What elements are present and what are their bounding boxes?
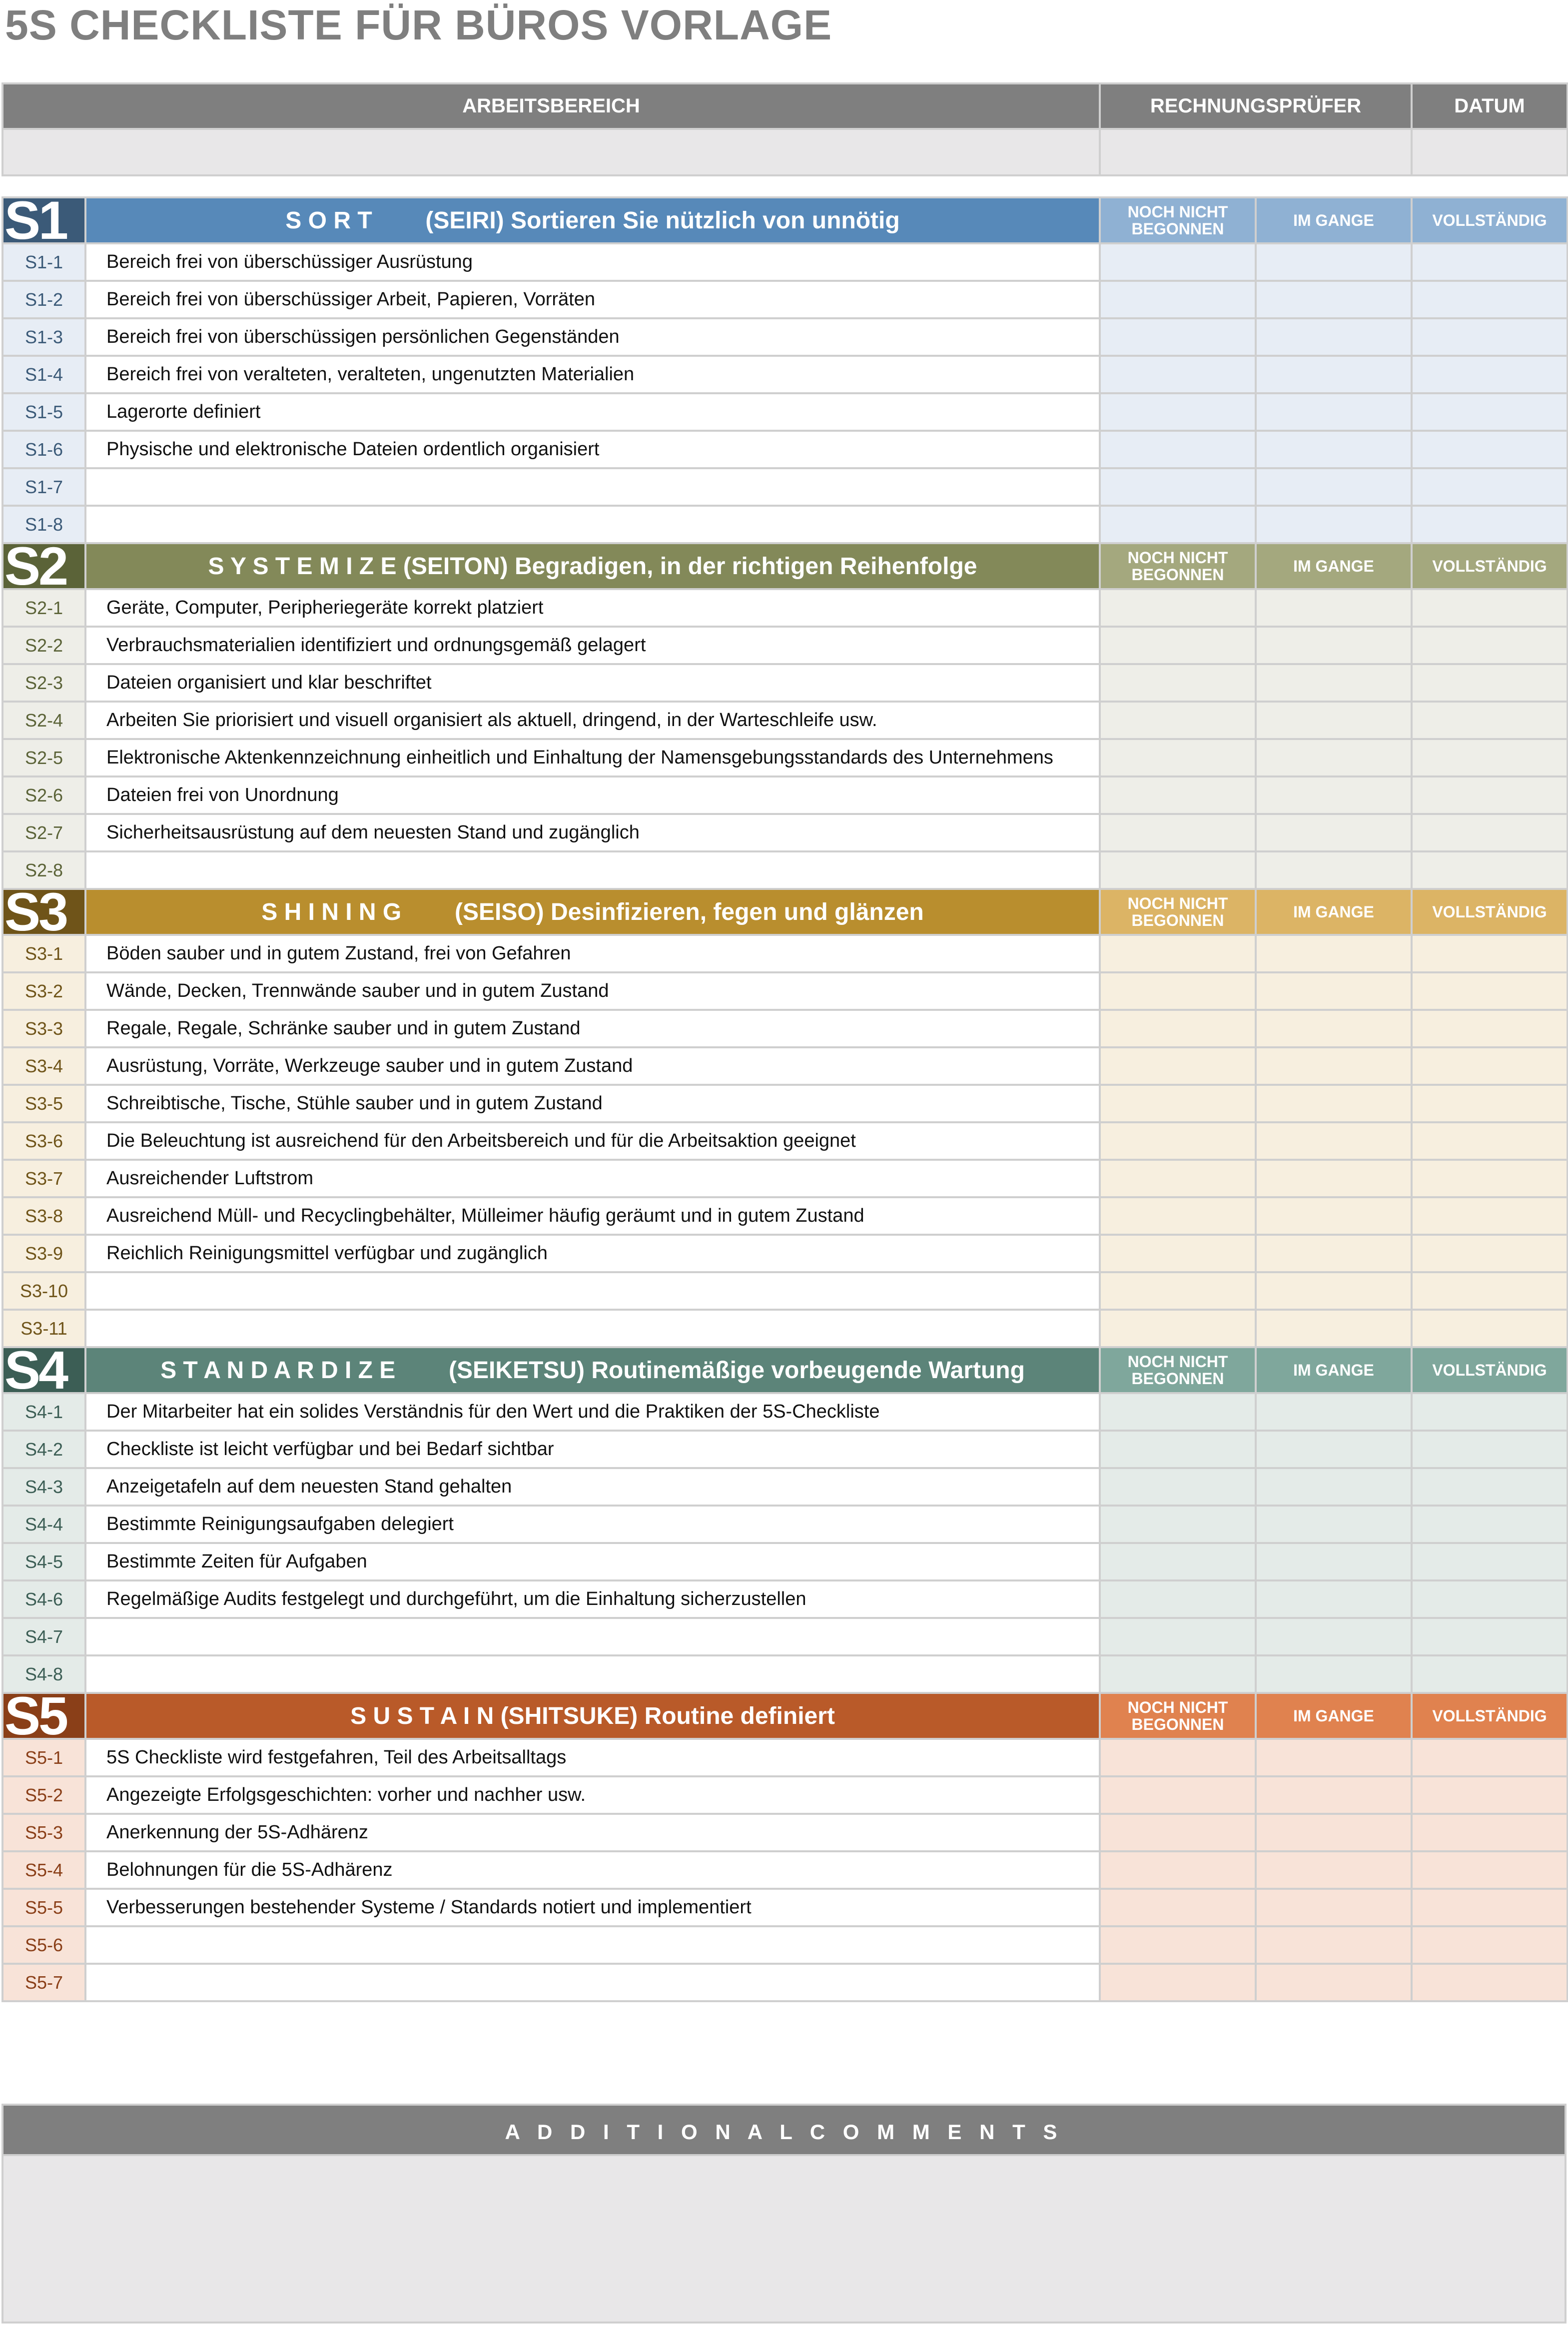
status-header-in-progress: IM GANGE [1256, 1347, 1412, 1393]
checklist-row [2, 1122, 1568, 1160]
status-cell-complete[interactable] [1412, 935, 1568, 972]
item-text[interactable]: Dateien frei von Unordnung [85, 776, 1100, 814]
item-id: S3-11 [2, 1310, 85, 1347]
status-cell-in-progress[interactable] [1256, 1310, 1412, 1347]
item-id: S3-4 [2, 1047, 85, 1085]
item-text[interactable]: Verbesserungen bestehender Systeme / Standards notiert und implementiert [85, 1889, 1100, 1926]
item-id: S3-8 [2, 1197, 85, 1235]
item-id: S4-4 [2, 1506, 85, 1543]
status-cell-complete[interactable] [1412, 627, 1568, 664]
item-text[interactable]: Dateien organisiert und klar beschriftet [85, 664, 1100, 702]
status-cell-not-started[interactable] [1100, 281, 1256, 318]
checklist-row [2, 468, 1568, 506]
item-text[interactable]: 5S Checkliste wird festgefahren, Teil des Arbeitsalltags [85, 1739, 1100, 1776]
additional-comments [1, 2104, 1567, 2324]
checklist-row [2, 318, 1568, 356]
section-title: S H I N I N G (SEISO) Desinfizieren, fegen und glänzen [85, 889, 1100, 935]
checklist-row [2, 281, 1568, 318]
section-number: S3 [2, 889, 85, 935]
status-cell-complete[interactable] [1412, 1085, 1568, 1122]
status-cell-in-progress[interactable] [1256, 1122, 1412, 1160]
status-cell-in-progress[interactable] [1256, 935, 1412, 972]
section-title: S U S T A I N (SHITSUKE) Routine definiert [85, 1693, 1100, 1739]
status-cell-not-started[interactable] [1100, 1468, 1256, 1506]
item-id: S3-10 [2, 1272, 85, 1310]
status-header-not-started: NOCH NICHT BEGONNEN [1100, 543, 1256, 589]
status-cell-in-progress[interactable] [1256, 776, 1412, 814]
checklist-row [2, 1580, 1568, 1618]
page-title: 5S CHECKLISTE FÜR BÜROS VORLAGE [5, 1, 832, 48]
section-title: S O R T (SEIRI) Sortieren Sie nützlich von unnötig [85, 197, 1100, 243]
item-text[interactable]: Regelmäßige Audits festgelegt und durchgeführt, um die Einhaltung sicherzustellen [85, 1580, 1100, 1618]
status-cell-complete[interactable] [1412, 431, 1568, 468]
status-cell-complete[interactable] [1412, 1431, 1568, 1468]
item-text[interactable]: Sicherheitsausrüstung auf dem neuesten Stand und zugänglich [85, 814, 1100, 851]
status-cell-not-started[interactable] [1100, 1964, 1256, 2001]
rechnungspruefer-input[interactable] [1100, 129, 1412, 175]
status-cell-not-started[interactable] [1100, 1393, 1256, 1431]
status-cell-not-started[interactable] [1100, 393, 1256, 431]
status-cell-not-started[interactable] [1100, 589, 1256, 627]
status-cell-complete[interactable] [1412, 1814, 1568, 1851]
status-cell-complete[interactable] [1412, 776, 1568, 814]
status-cell-not-started[interactable] [1100, 318, 1256, 356]
status-cell-not-started[interactable] [1100, 935, 1256, 972]
item-id: S4-1 [2, 1393, 85, 1431]
section-title: S T A N D A R D I Z E (SEIKETSU) Routinemäßige vorbeugende Wartung [85, 1347, 1100, 1393]
rechnungspruefer-header: RECHNUNGSPRÜFER [1100, 83, 1412, 129]
item-text[interactable]: Verbrauchsmaterialien identifiziert und ordnungsgemäß gelagert [85, 627, 1100, 664]
status-header-complete: VOLLSTÄNDIG [1412, 889, 1568, 935]
status-cell-not-started[interactable] [1100, 506, 1256, 543]
item-id: S5-4 [2, 1851, 85, 1889]
item-text[interactable]: Bereich frei von überschüssiger Ausrüstung [85, 243, 1100, 281]
status-cell-in-progress[interactable] [1256, 393, 1412, 431]
item-id: S5-7 [2, 1964, 85, 2001]
comments-header: A D D I T I O N A L C O M M E N T S [1, 2104, 1567, 2156]
checklist-row [2, 1964, 1568, 2001]
status-cell-in-progress[interactable] [1256, 356, 1412, 393]
item-text[interactable]: Anzeigetafeln auf dem neuesten Stand gehalten [85, 1468, 1100, 1506]
status-cell-complete[interactable] [1412, 1964, 1568, 2001]
status-cell-complete[interactable] [1412, 1010, 1568, 1047]
item-id: S2-4 [2, 702, 85, 739]
section-header [2, 1693, 1568, 1739]
status-cell-in-progress[interactable] [1256, 1272, 1412, 1310]
status-cell-in-progress[interactable] [1256, 972, 1412, 1010]
item-text[interactable]: Belohnungen für die 5S-Adhärenz [85, 1851, 1100, 1889]
checklist-row [2, 1160, 1568, 1197]
status-cell-in-progress[interactable] [1256, 1618, 1412, 1655]
status-cell-in-progress[interactable] [1256, 318, 1412, 356]
item-text[interactable]: Schreibtische, Tische, Stühle sauber und in gutem Zustand [85, 1085, 1100, 1122]
status-cell-complete[interactable] [1412, 506, 1568, 543]
datum-header: DATUM [1412, 83, 1568, 129]
status-cell-complete[interactable] [1412, 972, 1568, 1010]
item-text[interactable]: Ausreichend Müll- und Recyclingbehälter, Mülleimer häufig geräumt und in gutem Zustand [85, 1197, 1100, 1235]
status-cell-complete[interactable] [1412, 1889, 1568, 1926]
status-cell-not-started[interactable] [1100, 627, 1256, 664]
status-cell-not-started[interactable] [1100, 702, 1256, 739]
status-cell-not-started[interactable] [1100, 243, 1256, 281]
status-header-in-progress: IM GANGE [1256, 543, 1412, 589]
status-cell-in-progress[interactable] [1256, 627, 1412, 664]
item-text[interactable]: Physische und elektronische Dateien ordentlich organisiert [85, 431, 1100, 468]
status-cell-complete[interactable] [1412, 281, 1568, 318]
status-cell-not-started[interactable] [1100, 776, 1256, 814]
section-title: S Y S T E M I Z E (SEITON) Begradigen, in der richtigen Reihenfolge [85, 543, 1100, 589]
status-header-not-started: NOCH NICHT BEGONNEN [1100, 889, 1256, 935]
item-text[interactable] [85, 851, 1100, 889]
status-cell-in-progress[interactable] [1256, 1814, 1412, 1851]
status-cell-in-progress[interactable] [1256, 739, 1412, 776]
status-cell-in-progress[interactable] [1256, 281, 1412, 318]
checklist-row [2, 1776, 1568, 1814]
status-cell-in-progress[interactable] [1256, 1580, 1412, 1618]
status-cell-in-progress[interactable] [1256, 1010, 1412, 1047]
status-cell-in-progress[interactable] [1256, 243, 1412, 281]
status-cell-in-progress[interactable] [1256, 1085, 1412, 1122]
status-header-not-started: NOCH NICHT BEGONNEN [1100, 197, 1256, 243]
status-cell-complete[interactable] [1412, 589, 1568, 627]
status-cell-not-started[interactable] [1100, 1235, 1256, 1272]
header-table [1, 82, 1568, 176]
status-header-complete: VOLLSTÄNDIG [1412, 1347, 1568, 1393]
status-cell-in-progress[interactable] [1256, 1431, 1412, 1468]
checklist-row [2, 1010, 1568, 1047]
status-cell-complete[interactable] [1412, 739, 1568, 776]
status-cell-complete[interactable] [1412, 243, 1568, 281]
status-cell-complete[interactable] [1412, 1776, 1568, 1814]
checklist-row [2, 1047, 1568, 1085]
checklist-row [2, 1235, 1568, 1272]
status-cell-complete[interactable] [1412, 1047, 1568, 1085]
status-cell-not-started[interactable] [1100, 1122, 1256, 1160]
status-cell-complete[interactable] [1412, 1272, 1568, 1310]
status-header-complete: VOLLSTÄNDIG [1412, 197, 1568, 243]
item-id: S4-8 [2, 1655, 85, 1693]
status-cell-in-progress[interactable] [1256, 851, 1412, 889]
item-text[interactable]: Anerkennung der 5S-Adhärenz [85, 1814, 1100, 1851]
status-cell-not-started[interactable] [1100, 1739, 1256, 1776]
status-cell-complete[interactable] [1412, 468, 1568, 506]
item-id: S3-7 [2, 1160, 85, 1197]
checklist-row [2, 1085, 1568, 1122]
status-cell-in-progress[interactable] [1256, 1047, 1412, 1085]
item-text[interactable]: Reichlich Reinigungsmittel verfügbar und zugänglich [85, 1235, 1100, 1272]
status-cell-complete[interactable] [1412, 702, 1568, 739]
status-cell-not-started[interactable] [1100, 1926, 1256, 1964]
status-cell-in-progress[interactable] [1256, 664, 1412, 702]
item-text[interactable] [85, 1655, 1100, 1693]
checklist-row [2, 1431, 1568, 1468]
status-cell-in-progress[interactable] [1256, 1506, 1412, 1543]
checklist-row [2, 1468, 1568, 1506]
status-cell-not-started[interactable] [1100, 1431, 1256, 1468]
item-text[interactable] [85, 506, 1100, 543]
item-id: S1-7 [2, 468, 85, 506]
item-id: S3-1 [2, 935, 85, 972]
checklist-row [2, 431, 1568, 468]
checklist-row [2, 1310, 1568, 1347]
status-cell-not-started[interactable] [1100, 1197, 1256, 1235]
item-id: S2-2 [2, 627, 85, 664]
status-cell-not-started[interactable] [1100, 851, 1256, 889]
status-cell-not-started[interactable] [1100, 1889, 1256, 1926]
status-cell-complete[interactable] [1412, 393, 1568, 431]
checklist-row [2, 664, 1568, 702]
checklist-row [2, 1814, 1568, 1851]
checklist-row [2, 1739, 1568, 1776]
item-id: S1-6 [2, 431, 85, 468]
section-header [2, 889, 1568, 935]
status-cell-complete[interactable] [1412, 1197, 1568, 1235]
section-number: S1 [2, 197, 85, 243]
item-text[interactable] [85, 1618, 1100, 1655]
status-cell-in-progress[interactable] [1256, 814, 1412, 851]
status-cell-complete[interactable] [1412, 1618, 1568, 1655]
checklist-row [2, 1926, 1568, 1964]
status-cell-not-started[interactable] [1100, 1160, 1256, 1197]
comments-input[interactable] [1, 2156, 1567, 2324]
checklist-row [2, 1197, 1568, 1235]
item-id: S1-1 [2, 243, 85, 281]
item-text[interactable]: Angezeigte Erfolgsgeschichten: vorher und nachher usw. [85, 1776, 1100, 1814]
status-cell-complete[interactable] [1412, 1235, 1568, 1272]
status-cell-not-started[interactable] [1100, 1543, 1256, 1580]
section-number: S5 [2, 1693, 85, 1739]
checklist-row [2, 851, 1568, 889]
status-cell-complete[interactable] [1412, 1468, 1568, 1506]
checklist-row [2, 1506, 1568, 1543]
item-text[interactable] [85, 468, 1100, 506]
checklist-row [2, 814, 1568, 851]
section-header [2, 543, 1568, 589]
status-cell-in-progress[interactable] [1256, 1889, 1412, 1926]
item-id: S1-4 [2, 356, 85, 393]
status-cell-not-started[interactable] [1100, 1580, 1256, 1618]
item-text[interactable] [85, 1272, 1100, 1310]
item-text[interactable]: Bestimmte Zeiten für Aufgaben [85, 1543, 1100, 1580]
status-cell-not-started[interactable] [1100, 468, 1256, 506]
status-header-not-started: NOCH NICHT BEGONNEN [1100, 1347, 1256, 1393]
status-cell-complete[interactable] [1412, 1160, 1568, 1197]
status-cell-complete[interactable] [1412, 1506, 1568, 1543]
item-text[interactable] [85, 1310, 1100, 1347]
checklist-row [2, 935, 1568, 972]
checklist-row [2, 1851, 1568, 1889]
status-cell-complete[interactable] [1412, 814, 1568, 851]
sections-table [1, 196, 1568, 2002]
item-text[interactable]: Bereich frei von veralteten, veralteten, ungenutzten Materialien [85, 356, 1100, 393]
status-cell-not-started[interactable] [1100, 1310, 1256, 1347]
item-text[interactable]: Arbeiten Sie priorisiert und visuell organisiert als aktuell, dringend, in der Warteschleife usw. [85, 702, 1100, 739]
status-cell-in-progress[interactable] [1256, 431, 1412, 468]
item-id: S2-1 [2, 589, 85, 627]
status-cell-in-progress[interactable] [1256, 702, 1412, 739]
checklist-row [2, 1889, 1568, 1926]
status-cell-in-progress[interactable] [1256, 1197, 1412, 1235]
item-id: S3-3 [2, 1010, 85, 1047]
checklist-row [2, 1393, 1568, 1431]
checklist-row [2, 356, 1568, 393]
datum-input[interactable] [1412, 129, 1568, 175]
status-cell-in-progress[interactable] [1256, 1964, 1412, 2001]
item-id: S3-5 [2, 1085, 85, 1122]
item-text[interactable]: Lagerorte definiert [85, 393, 1100, 431]
status-cell-not-started[interactable] [1100, 972, 1256, 1010]
item-text[interactable]: Elektronische Aktenkennzeichnung einheitlich und Einhaltung der Namensgebungsstandards des Unternehmens [85, 739, 1100, 776]
section-header [2, 1347, 1568, 1393]
section-number: S2 [2, 543, 85, 589]
item-text[interactable]: Bestimmte Reinigungsaufgaben delegiert [85, 1506, 1100, 1543]
item-id: S2-3 [2, 664, 85, 702]
status-cell-in-progress[interactable] [1256, 589, 1412, 627]
item-id: S5-6 [2, 1926, 85, 1964]
status-cell-in-progress[interactable] [1256, 1468, 1412, 1506]
item-id: S5-1 [2, 1739, 85, 1776]
status-cell-in-progress[interactable] [1256, 1543, 1412, 1580]
status-cell-not-started[interactable] [1100, 431, 1256, 468]
status-cell-not-started[interactable] [1100, 1618, 1256, 1655]
status-cell-not-started[interactable] [1100, 1655, 1256, 1693]
item-id: S1-5 [2, 393, 85, 431]
checklist-row [2, 1618, 1568, 1655]
status-cell-in-progress[interactable] [1256, 1851, 1412, 1889]
item-id: S3-6 [2, 1122, 85, 1160]
item-text[interactable]: Bereich frei von überschüssigen persönlichen Gegenständen [85, 318, 1100, 356]
arbeitsbereich-input[interactable] [2, 129, 1100, 175]
item-text[interactable]: Bereich frei von überschüssiger Arbeit, Papieren, Vorräten [85, 281, 1100, 318]
status-cell-complete[interactable] [1412, 318, 1568, 356]
status-cell-not-started[interactable] [1100, 1851, 1256, 1889]
checklist-sheet [1, 82, 1567, 2002]
status-cell-in-progress[interactable] [1256, 1776, 1412, 1814]
checklist-row [2, 972, 1568, 1010]
checklist-row [2, 1543, 1568, 1580]
item-id: S5-3 [2, 1814, 85, 1851]
status-header-complete: VOLLSTÄNDIG [1412, 1693, 1568, 1739]
status-cell-complete[interactable] [1412, 1739, 1568, 1776]
section-header [2, 197, 1568, 243]
status-cell-in-progress[interactable] [1256, 1739, 1412, 1776]
item-id: S2-5 [2, 739, 85, 776]
item-id: S2-7 [2, 814, 85, 851]
item-id: S3-9 [2, 1235, 85, 1272]
item-text[interactable] [85, 1926, 1100, 1964]
item-id: S2-6 [2, 776, 85, 814]
status-cell-complete[interactable] [1412, 1655, 1568, 1693]
item-id: S1-8 [2, 506, 85, 543]
status-cell-complete[interactable] [1412, 851, 1568, 889]
checklist-row [2, 1655, 1568, 1693]
status-cell-in-progress[interactable] [1256, 468, 1412, 506]
status-header-in-progress: IM GANGE [1256, 197, 1412, 243]
status-cell-not-started[interactable] [1100, 1047, 1256, 1085]
status-cell-in-progress[interactable] [1256, 1393, 1412, 1431]
item-text[interactable]: Der Mitarbeiter hat ein solides Verständnis für den Wert und die Praktiken der 5S-Checkliste [85, 1393, 1100, 1431]
item-id: S1-2 [2, 281, 85, 318]
status-cell-not-started[interactable] [1100, 1814, 1256, 1851]
item-text[interactable]: Ausreichender Luftstrom [85, 1160, 1100, 1197]
status-cell-complete[interactable] [1412, 664, 1568, 702]
status-cell-not-started[interactable] [1100, 814, 1256, 851]
status-cell-complete[interactable] [1412, 1580, 1568, 1618]
checklist-row [2, 589, 1568, 627]
item-text[interactable]: Die Beleuchtung ist ausreichend für den Arbeitsbereich und für die Arbeitsaktion geeignet [85, 1122, 1100, 1160]
status-cell-in-progress[interactable] [1256, 1160, 1412, 1197]
status-cell-not-started[interactable] [1100, 1776, 1256, 1814]
arbeitsbereich-header: ARBEITSBEREICH [2, 83, 1100, 129]
item-id: S2-8 [2, 851, 85, 889]
checklist-row [2, 627, 1568, 664]
status-header-in-progress: IM GANGE [1256, 889, 1412, 935]
status-cell-in-progress[interactable] [1256, 506, 1412, 543]
status-cell-in-progress[interactable] [1256, 1655, 1412, 1693]
item-id: S4-6 [2, 1580, 85, 1618]
status-cell-not-started[interactable] [1100, 1506, 1256, 1543]
item-text[interactable] [85, 1964, 1100, 2001]
checklist-row [2, 1272, 1568, 1310]
status-cell-complete[interactable] [1412, 1310, 1568, 1347]
status-cell-complete[interactable] [1412, 356, 1568, 393]
item-id: S1-3 [2, 318, 85, 356]
item-id: S4-5 [2, 1543, 85, 1580]
item-id: S4-7 [2, 1618, 85, 1655]
status-cell-not-started[interactable] [1100, 739, 1256, 776]
status-cell-not-started[interactable] [1100, 1085, 1256, 1122]
item-id: S4-3 [2, 1468, 85, 1506]
status-cell-complete[interactable] [1412, 1543, 1568, 1580]
status-header-not-started: NOCH NICHT BEGONNEN [1100, 1693, 1256, 1739]
status-header-complete: VOLLSTÄNDIG [1412, 543, 1568, 589]
status-cell-not-started[interactable] [1100, 356, 1256, 393]
status-cell-complete[interactable] [1412, 1851, 1568, 1889]
item-text[interactable]: Wände, Decken, Trennwände sauber und in gutem Zustand [85, 972, 1100, 1010]
status-header-in-progress: IM GANGE [1256, 1693, 1412, 1739]
checklist-row [2, 702, 1568, 739]
item-text[interactable]: Geräte, Computer, Peripheriegeräte korrekt platziert [85, 589, 1100, 627]
item-id: S5-5 [2, 1889, 85, 1926]
checklist-row [2, 776, 1568, 814]
item-text[interactable]: Böden sauber und in gutem Zustand, frei von Gefahren [85, 935, 1100, 972]
checklist-row [2, 739, 1568, 776]
item-id: S4-2 [2, 1431, 85, 1468]
checklist-row [2, 393, 1568, 431]
section-number: S4 [2, 1347, 85, 1393]
item-text[interactable]: Regale, Regale, Schränke sauber und in gutem Zustand [85, 1010, 1100, 1047]
status-cell-not-started[interactable] [1100, 1272, 1256, 1310]
item-text[interactable]: Ausrüstung, Vorräte, Werkzeuge sauber und in gutem Zustand [85, 1047, 1100, 1085]
item-id: S3-2 [2, 972, 85, 1010]
item-id: S5-2 [2, 1776, 85, 1814]
status-cell-complete[interactable] [1412, 1926, 1568, 1964]
checklist-row [2, 506, 1568, 543]
status-cell-complete[interactable] [1412, 1122, 1568, 1160]
item-text[interactable]: Checkliste ist leicht verfügbar und bei Bedarf sichtbar [85, 1431, 1100, 1468]
status-cell-not-started[interactable] [1100, 1010, 1256, 1047]
checklist-row [2, 243, 1568, 281]
status-cell-in-progress[interactable] [1256, 1235, 1412, 1272]
status-cell-not-started[interactable] [1100, 664, 1256, 702]
status-cell-in-progress[interactable] [1256, 1926, 1412, 1964]
status-cell-complete[interactable] [1412, 1393, 1568, 1431]
